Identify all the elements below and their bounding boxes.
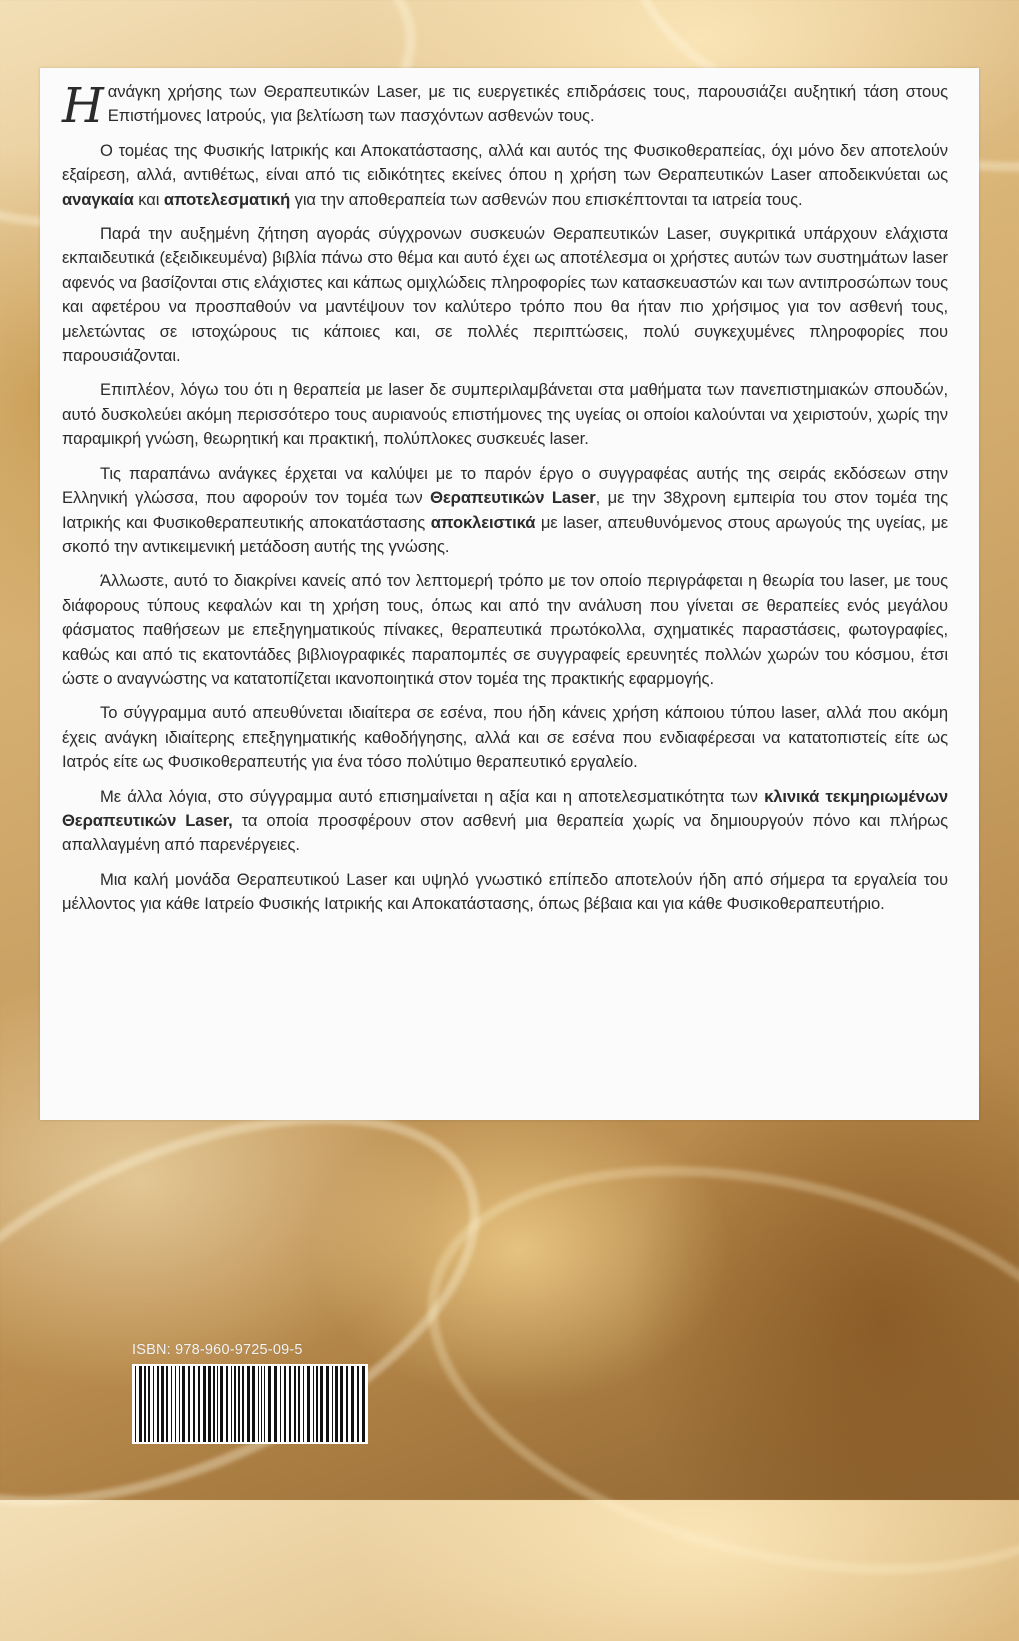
- text-segment: ανάγκη χρήσης των Θεραπευτικών Laser, με τις ευεργετικές επιδράσεις τους, παρουσιάζει αυξητική τάση στους Επιστήμονες Ιατρούς, για βελτίωση των πασχόντων ασθενών τους.: [107, 82, 948, 126]
- text-segment: , με την 38χρονη εμπειρία του στον τομέα της Ιατρικής και Φυσικοθεραπευτικής αποκατάστασης: [62, 488, 949, 532]
- barcode-bar: [234, 1366, 236, 1442]
- barcode-bar: [313, 1366, 314, 1442]
- paragraph: [62, 378, 948, 451]
- barcode-bar: [247, 1366, 250, 1442]
- barcode-bar: [144, 1366, 146, 1442]
- paragraph: [62, 868, 948, 917]
- text-segment: Άλλωστε, αυτό το διακρίνει κανείς από τον λεπτομερή τρόπο με τον οποίο περιγράφεται η θεωρία του laser, με τους διάφορους τύπους κεφαλών και τη χρήση τους, όπως και από την ανάλυση που γίνεται σε θεραπείες ενός μεγάλου φάσματος παθήσεων με επεξηγηματικούς πίνακες, θεραπευτικά πρωτόκολλα, σχηματικές παραστάσεις, φωτογραφίες, καθώς και από τις εκατοντάδες βιβλιογραφικές παραπομπές σε συγγραφείς ερευνητές πολλών χωρών του κόσμου, έτσι ώστε ο αναγνώστης να κατατοπίζεται ικανοποιητικά στον τομέα της πρακτικής εφαρμογής.: [62, 571, 948, 688]
- barcode-bar: [161, 1366, 164, 1442]
- barcode-bar: [213, 1366, 215, 1442]
- barcode-bar: [258, 1366, 259, 1442]
- paragraph: [62, 569, 948, 691]
- paragraph: [62, 785, 948, 858]
- barcode-bar: [298, 1366, 300, 1442]
- barcode-bar: [357, 1366, 359, 1442]
- barcode-bar: [220, 1366, 223, 1442]
- paragraph: [62, 78, 948, 134]
- barcode-bar: [346, 1366, 348, 1442]
- barcode-bar: [351, 1366, 354, 1442]
- background-decoration: [385, 1099, 1019, 1641]
- barcode-bar: [268, 1366, 271, 1442]
- barcode-bar: [335, 1366, 338, 1442]
- barcode-bar: [362, 1366, 365, 1442]
- barcode-bar: [148, 1366, 150, 1442]
- barcode-bar: [340, 1366, 343, 1442]
- text-segment: και: [133, 189, 164, 209]
- bold-text: κλινικά τεκμηριωμένων Θεραπευτικών Laser,: [62, 786, 948, 830]
- barcode-bar: [175, 1366, 176, 1442]
- text-segment: με laser, απευθυνόμενος στους αρωγούς της υγείας, με σκοπό την αντικειμενική μετάδοση αυτής της γνώσης.: [62, 512, 948, 556]
- text-segment: Μια καλή μονάδα Θεραπευτικού Laser και υψηλό γνωστικό επίπεδο αποτελούν ήδη από σήμερα τα εργαλεία του μέλλοντος για κάθε Ιατρείο Φυσικής Ιατρικής και Αποκατάστασης, όπως βέβαια και για κάθε Φυσικοθεραπευτήριο.: [62, 869, 948, 914]
- barcode-bar: [135, 1366, 136, 1442]
- isbn-block: [132, 1342, 372, 1444]
- barcode-bar: [238, 1366, 240, 1442]
- barcode-bar: [289, 1366, 291, 1442]
- barcode-bar: [252, 1366, 255, 1442]
- text-segment: τα οποία προσφέρουν στον ασθενή μια θεραπεία χωρίς να δημιουργούν πόνο και πλήρως απαλλαγμένη από παρενέργειες.: [62, 810, 948, 855]
- bold-text: Θεραπευτικών Laser: [430, 488, 596, 508]
- barcode-bar: [179, 1366, 180, 1442]
- barcode-bar: [203, 1366, 206, 1442]
- barcode-bar: [226, 1366, 228, 1442]
- barcode-bar: [303, 1366, 304, 1442]
- paragraph: [62, 462, 948, 560]
- barcode-bar: [153, 1366, 154, 1442]
- barcode-bar: [332, 1366, 333, 1442]
- barcode-bar: [198, 1366, 200, 1442]
- barcode-bar: [316, 1366, 318, 1442]
- text-segment: Τις παραπάνω ανάγκες έρχεται να καλύψει με το παρόν έργο ο συγγραφέας αυτής της σειράς εκδόσεων στην Ελληνική γλώσσα, που αφορούν τον τομέα των: [62, 463, 948, 508]
- barcode-bar: [231, 1366, 232, 1442]
- text-segment: Με άλλα λόγια, στο σύγγραμμα αυτό επισημαίνεται η αξία και η αποτελεσματικότητα των: [100, 786, 765, 806]
- barcode-bar: [280, 1366, 281, 1442]
- back-cover-text: [62, 80, 948, 927]
- text-segment: Ο τομέας της Φυσικής Ιατρικής και Αποκατάστασης, αλλά και αυτός της Φυσικοθεραπείας, όχι μόνο δεν αποτελούν εξαίρεση, αλλά, αντιθέτως, είναι από τις ειδικότητες εκείνες όπου η χρήση των Θεραπευτικών Laser αποδεικνύεται ως: [62, 140, 948, 185]
- barcode-bar: [274, 1366, 277, 1442]
- barcode-bar: [294, 1366, 296, 1442]
- text-segment: για την αποθεραπεία των ασθενών που επισκέπτονται τα ιατρεία τους.: [290, 189, 803, 209]
- barcode-bar: [193, 1366, 195, 1442]
- barcode-bar: [171, 1366, 172, 1442]
- barcode-bar: [284, 1366, 286, 1442]
- barcode-bar: [166, 1366, 168, 1442]
- paragraph: [62, 701, 948, 774]
- barcode-bar: [264, 1366, 265, 1442]
- barcode-bar: [217, 1366, 218, 1442]
- isbn-label: ISBN: 978-960-9725-09-5: [132, 1342, 303, 1358]
- barcode-bar: [326, 1366, 329, 1442]
- barcode-bar: [261, 1366, 262, 1442]
- text-segment: Παρά την αυξημένη ζήτηση αγοράς σύγχρονων συσκευών Θεραπευτικών Laser, συγκριτικά υπάρχουν ελάχιστα εκπαιδευτικά (εξειδικευμένα) βιβλία πάνω στο θέμα και αυτό έχει ως αποτέλεσμα οι χρήστες αυτών των συστημάτων laser αφενός να βασίζονται στις ελάχιστες και κάπως ομιχλώδεις πληροφορίες των κατασκευαστών και των αντιπροσώπων τους και αφετέρου να προσπαθούν να μαντέψουν τον καλύτερο τρόπο που θα ήταν πιο χρήσιμος για τον ασθενή τους, μελετώντας σε ιστοχώρους τις κάποιες και, σε πολλές περιπτώσεις, πολύ συγκεχυμένες πληροφορίες που παρουσιάζονται.: [62, 224, 948, 366]
- barcode: [132, 1364, 368, 1444]
- paragraph: [62, 139, 948, 212]
- barcode-bar: [208, 1366, 211, 1442]
- bold-text: αποκλειστικά: [430, 512, 536, 532]
- text-segment: Επιπλέον, λόγω του ότι η θεραπεία με laser δε συμπεριλαμβάνεται στα μαθήματα των πανεπιστημιακών σπουδών, αυτό δυσκολεύει ακόμη περισσότερο τους αυριανούς επιστήμονες της υγείας οι οποίοι καλούνται να χειριστούν, χωρίς την παραμικρή γνώση, θεωρητική και πρακτική, πολύπλοκες συσκευές laser.: [62, 380, 948, 449]
- bold-text: αναγκαία: [62, 189, 134, 209]
- barcode-bar: [188, 1366, 190, 1442]
- paragraph: [62, 222, 948, 368]
- barcode-bar: [139, 1366, 142, 1442]
- barcode-bar: [307, 1366, 310, 1442]
- bold-text: αποτελεσματική: [163, 189, 291, 209]
- dropcap-letter: Η: [62, 78, 104, 134]
- barcode-bar: [182, 1366, 185, 1442]
- barcode-bar: [320, 1366, 323, 1442]
- text-segment: Το σύγγραμμα αυτό απευθύνεται ιδιαίτερα σε εσένα, που ήδη κάνεις χρήση κάποιου τύπου laser, αλλά που ακόμη έχεις ανάγκη ιδιαίτερης επεξηγηματικής καθοδήγησης, αλλά και σε εσένα που ενδιαφέρεσαι να κατατοπιστείς είτε ως Ιατρός είτε ως Φυσικοθεραπευτής για ένα τόσο πολύτιμο θεραπευτικό εργαλείο.: [62, 703, 948, 772]
- barcode-bar: [157, 1366, 159, 1442]
- barcode-bar: [242, 1366, 244, 1442]
